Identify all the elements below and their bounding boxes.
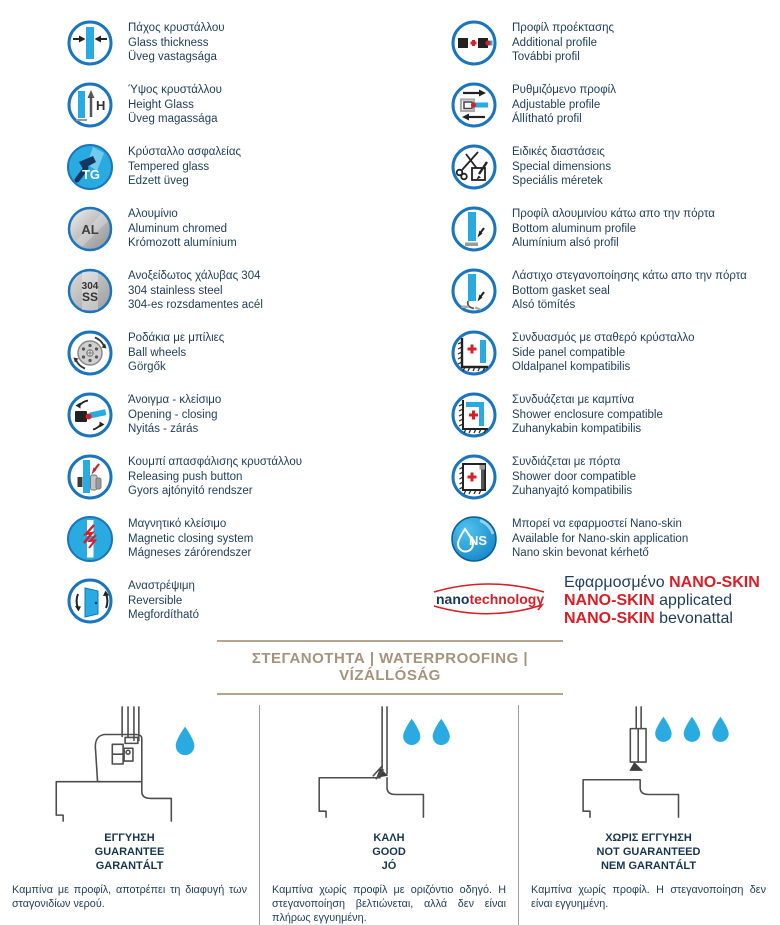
nano-applied-line-en: NANO-SKIN applicated <box>564 592 733 609</box>
feature-line-en: Opening - closing <box>128 408 218 421</box>
ball-wheels-icon <box>66 329 114 377</box>
heading-rule-bottom <box>217 693 563 695</box>
special-dimensions-icon <box>450 143 498 191</box>
magnetic-closing-icon <box>66 515 114 563</box>
glass-height-icon <box>66 81 114 129</box>
feature-line-en: Aluminum chromed <box>128 222 228 235</box>
feature-row <box>0 12 390 74</box>
feature-line-hu: Görgők <box>128 361 166 374</box>
feature-line-en: Glass thickness <box>128 36 209 49</box>
feature-line-hu: Oldalpanel kompatibilis <box>512 361 631 374</box>
svg-text:304: 304 <box>81 281 99 292</box>
waterproofing-column-not-guaranteed <box>518 705 778 925</box>
stainless-steel-304-icon <box>66 267 114 315</box>
feature-line-hu: Zuhanyajtó kompatibilis <box>512 485 633 498</box>
feature-row <box>390 198 780 260</box>
feature-line-hu: 304-es rozsdamentes acél <box>128 299 263 312</box>
rating-title-gr: ΧΩΡΙΣ ΕΓΓΥΗΣΗ <box>605 832 692 844</box>
feature-row <box>390 446 780 508</box>
feature-line-hu: Edzett üveg <box>128 175 189 188</box>
water-drop-icon <box>433 719 450 745</box>
rating-title-gr: ΚΑΛΗ <box>373 832 405 844</box>
waterproofing-heading <box>217 640 563 695</box>
shower-enclosure-compatible-icon <box>450 391 498 439</box>
feature-row <box>390 74 780 136</box>
feature-line-hu: Megfordítható <box>128 609 199 622</box>
water-drop-icon <box>175 727 194 756</box>
nano-applied-line-hu: NANO-SKIN bevonattal <box>564 610 733 627</box>
rating-title-en: GUARANTEE <box>94 846 165 858</box>
feature-line-en: Bottom gasket seal <box>512 284 610 297</box>
tempered-glass-icon <box>66 143 114 191</box>
feature-line-en: Height Glass <box>128 98 194 111</box>
svg-text:SS: SS <box>81 290 99 304</box>
feature-line-hu: Zuhanykabin kompatibilis <box>512 423 642 436</box>
nano-skin-icon <box>450 515 498 563</box>
rating-title-hu: JÓ <box>381 860 397 872</box>
feature-line-gr: Μαγνητικό κλείσιμο <box>128 518 227 531</box>
opening-closing-icon <box>66 391 114 439</box>
nano-applied-line-gr: Εφαρμοσμένο NANO-SKIN <box>564 574 760 591</box>
feature-line-hu: Üveg vastagsága <box>128 51 217 64</box>
rating-caption: Καμπίνα με προφίλ, αποτρέπει τη διαφυγή των σταγονιδίων νερού. <box>12 884 247 910</box>
feature-line-gr: Ειδικές διαστάσεις <box>512 146 605 159</box>
nano-applied-row <box>390 570 780 632</box>
feature-line-gr: Κουμπί απασφάλισης κρυστάλλου <box>128 456 303 469</box>
feature-line-hu: További profil <box>512 51 580 64</box>
feature-line-gr: Λάστιχο στεγανοποίησης κάτω απο την πόρτα <box>512 270 747 283</box>
feature-line-gr: Συνδυασμός με σταθερό κρύσταλλο <box>512 332 695 345</box>
rating-caption: Καμπίνα χωρίς προφίλ με οριζόντιο οδηγό. Η στεγανοποίηση βελτιώνεται, αλλά δεν είναι πλήρως εγγυημένη. <box>272 884 506 924</box>
feature-line-hu: Nano skin bevonat kérhető <box>512 547 649 560</box>
feature-row <box>0 508 390 570</box>
water-drop-icon <box>655 717 671 742</box>
svg-text:nanotechnology: nanotechnology <box>436 590 545 607</box>
feature-line-en: Magnetic closing system <box>128 532 254 545</box>
feature-row <box>390 12 780 74</box>
feature-line-en: Reversible <box>128 594 183 607</box>
feature-line-hu: Alumínium alsó profil <box>512 237 619 250</box>
waterproofing-section <box>0 705 780 925</box>
feature-line-en: Additional profile <box>512 36 598 49</box>
legend-column-right <box>390 12 780 632</box>
feature-row <box>390 136 780 198</box>
feature-line-gr: Συνδυάζεται με καμπίνα <box>512 394 635 407</box>
feature-line-en: Ball wheels <box>128 346 187 359</box>
frameless-no-profile-diagram <box>544 705 754 823</box>
feature-line-gr: Προφίλ προέκτασης <box>512 22 615 35</box>
bottom-aluminum-profile-icon <box>450 205 498 253</box>
rating-title-gr: ΕΓΓΥΗΣΗ <box>104 832 155 844</box>
svg-text:TG: TG <box>81 167 101 182</box>
feature-row <box>390 322 780 384</box>
feature-line-en: Tempered glass <box>128 160 210 173</box>
feature-line-hu: Állítható profil <box>512 113 582 126</box>
reversible-icon <box>66 577 114 625</box>
releasing-push-button-icon <box>66 453 114 501</box>
feature-line-gr: Προφίλ αλουμινίου κάτω απο την πόρτα <box>512 208 715 221</box>
feature-line-en: 304 stainless steel <box>128 284 223 297</box>
rating-title-en: GOOD <box>372 846 406 858</box>
feature-line-gr: Ρυθμιζόμενο προφίλ <box>512 84 616 97</box>
glass-thickness-icon <box>66 19 114 67</box>
feature-line-hu: Mágneses zárórendszer <box>128 547 252 560</box>
feature-line-en: Releasing push button <box>128 470 243 483</box>
feature-row <box>0 260 390 322</box>
feature-row <box>390 260 780 322</box>
profile-with-frame-diagram <box>25 705 235 823</box>
feature-row <box>390 508 780 570</box>
feature-line-hu: Üveg magassága <box>128 113 218 126</box>
nanotechnology-logo <box>426 579 552 624</box>
water-drop-icon <box>683 717 699 742</box>
waterproofing-column-guarantee <box>0 705 259 925</box>
feature-line-gr: Συνδιάζεται με πόρτα <box>512 456 621 469</box>
feature-line-gr: Αναστρέψιμη <box>128 580 195 593</box>
rating-title-en: NOT GUARANTEED <box>596 846 701 858</box>
shower-door-compatible-icon <box>450 453 498 501</box>
feature-line-en: Adjustable profile <box>512 98 601 111</box>
feature-row <box>0 136 390 198</box>
feature-line-hu: Alsó tömítés <box>512 299 576 312</box>
aluminum-chromed-icon <box>66 205 114 253</box>
feature-line-en: Shower door compatible <box>512 470 637 483</box>
bottom-gasket-seal-icon <box>450 267 498 315</box>
rating-title-hu: GARANTÁLT <box>95 860 164 872</box>
feature-line-en: Side panel compatible <box>512 346 626 359</box>
feature-line-hu: Krómozott alumínium <box>128 237 237 250</box>
feature-line-gr: Πάχος κρυστάλλου <box>128 22 225 35</box>
side-panel-compatible-icon <box>450 329 498 377</box>
feature-row <box>0 570 390 632</box>
rating-title-hu: NEM GARANTÁLT <box>600 860 697 872</box>
frameless-with-guide-diagram <box>284 705 494 823</box>
svg-text:NS: NS <box>468 533 488 548</box>
feature-line-gr: Ροδάκια με μπίλιες <box>128 332 225 345</box>
nano-skin-brand: NANO-SKIN <box>669 574 760 591</box>
feature-line-en: Shower enclosure compatible <box>512 408 663 421</box>
legend-column-left <box>0 12 390 632</box>
feature-row <box>0 198 390 260</box>
svg-text:AL: AL <box>81 222 99 237</box>
feature-line-hu: Speciális méretek <box>512 175 603 188</box>
feature-line-en: Bottom aluminum profile <box>512 222 636 235</box>
waterproofing-heading-text: ΣΤΕΓΑΝΟΤΗΤΑ | WATERPROOFING | VÍZÁLLÓSÁG <box>251 650 529 684</box>
feature-line-gr: Άνοιγμα - κλείσιμο <box>128 394 222 407</box>
feature-line-gr: Ύψος κρυστάλλου <box>128 84 222 97</box>
water-drop-icon <box>403 719 420 745</box>
feature-row <box>0 384 390 446</box>
nano-skin-brand: NANO-SKIN <box>564 592 655 609</box>
feature-line-hu: Gyors ajtónyitó rendszer <box>128 485 253 498</box>
additional-profile-icon <box>450 19 498 67</box>
feature-row <box>0 322 390 384</box>
adjustable-profile-icon <box>450 81 498 129</box>
feature-row <box>0 446 390 508</box>
feature-line-gr: Κρύσταλλο ασφαλείας <box>128 146 242 159</box>
svg-text:H: H <box>96 98 106 113</box>
feature-line-hu: Nyitás - zárás <box>128 423 199 436</box>
feature-line-gr: Ανοξείδωτος χάλυβας 304 <box>128 270 261 283</box>
water-drop-icon <box>712 717 728 742</box>
feature-line-gr: Αλουμίνιο <box>128 208 178 221</box>
waterproofing-column-good <box>259 705 518 925</box>
feature-line-gr: Μπορεί να εφαρμοστεί Nano-skin <box>512 518 682 531</box>
rating-caption: Καμπίνα χωρίς προφίλ. Η στεγανοποίηση δεν είναι εγγυημένη. <box>531 884 766 910</box>
nano-skin-brand: NANO-SKIN <box>564 610 655 627</box>
feature-row <box>0 74 390 136</box>
feature-line-en: Special dimensions <box>512 160 612 173</box>
feature-row <box>390 384 780 446</box>
feature-line-en: Available for Nano-skin application <box>512 532 689 545</box>
